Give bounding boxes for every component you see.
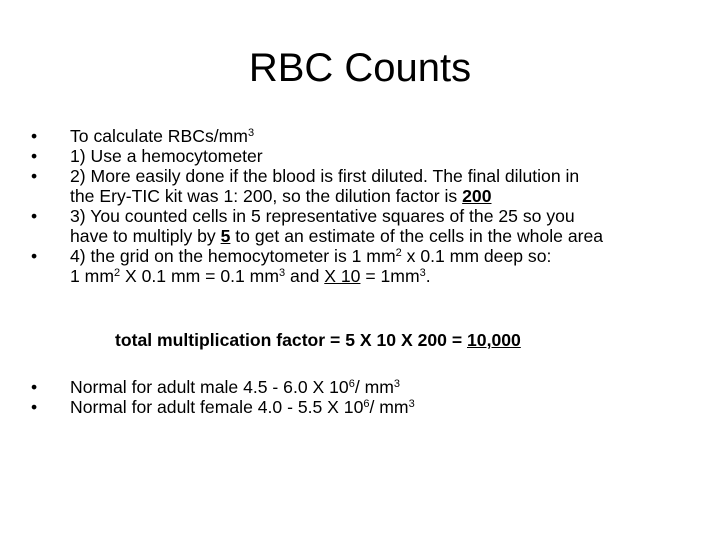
bullet-item bbox=[0, 397, 720, 417]
bullet-text: 3) You counted cells in 5 representative squares of the 25 so you bbox=[70, 206, 575, 226]
normal-range-bullet-list bbox=[0, 377, 720, 417]
superscript: 3 bbox=[408, 398, 415, 410]
bullet-item bbox=[0, 377, 720, 397]
bullet-item bbox=[0, 206, 720, 246]
total-label: total multiplication factor = 5 X 10 X 200 = bbox=[115, 330, 467, 350]
bullet-text: the Ery-TIC kit was 1: 200, so the dilution factor is bbox=[70, 186, 463, 206]
superscript: 3 bbox=[247, 127, 255, 139]
bullet-text: 1 mm bbox=[70, 266, 114, 286]
bullet-text: x 0.1 mm deep so: bbox=[401, 246, 552, 266]
bullet-text: 2) More easily done if the blood is first diluted. The final dilution in bbox=[70, 166, 580, 186]
normal-range-text: / mm bbox=[369, 397, 409, 417]
dilution-factor-value: 200 bbox=[462, 186, 492, 206]
superscript: 6 bbox=[363, 398, 370, 410]
superscript: 6 bbox=[348, 378, 355, 390]
bullet-dot: • bbox=[31, 246, 38, 266]
normal-range-text: / mm bbox=[354, 377, 394, 397]
bullet-item bbox=[0, 166, 720, 206]
bullet-text: To calculate RBCs/mm bbox=[70, 126, 248, 146]
superscript: 3 bbox=[419, 267, 426, 279]
bullet-text: to get an estimate of the cells in the whole area bbox=[230, 226, 604, 246]
bullet-text: 4) the grid on the hemocytometer is 1 mm bbox=[70, 246, 396, 266]
total-value: 10,000 bbox=[467, 330, 521, 350]
normal-range-text: Normal for adult female 4.0 - 5.5 X 10 bbox=[70, 397, 364, 417]
normal-range-text: Normal for adult male 4.5 - 6.0 X 10 bbox=[70, 377, 349, 397]
bullet-dot: • bbox=[31, 206, 38, 226]
total-multiplication-factor bbox=[115, 330, 521, 350]
bullet-text: have to multiply by bbox=[70, 226, 221, 246]
depth-multiplier-value: X 10 bbox=[324, 266, 361, 286]
bullet-dot: • bbox=[31, 126, 38, 146]
bullet-item bbox=[0, 146, 720, 166]
superscript: 3 bbox=[393, 378, 401, 390]
bullet-item bbox=[0, 246, 720, 286]
superscript: 2 bbox=[113, 267, 121, 279]
slide-title: RBC Counts bbox=[248, 46, 472, 90]
bullet-text: 1) Use a hemocytometer bbox=[70, 146, 263, 166]
instruction-bullet-list bbox=[0, 126, 720, 286]
bullet-item bbox=[0, 126, 720, 146]
bullet-dot: • bbox=[31, 166, 38, 186]
bullet-text: and bbox=[285, 266, 325, 286]
square-multiplier-value: 5 bbox=[220, 226, 231, 246]
bullet-text: . bbox=[425, 266, 431, 286]
bullet-text: = 1mm bbox=[360, 266, 420, 286]
bullet-dot: • bbox=[31, 146, 38, 166]
bullet-text: X 0.1 mm = 0.1 mm bbox=[120, 266, 279, 286]
superscript: 2 bbox=[395, 247, 402, 259]
superscript: 3 bbox=[279, 267, 286, 279]
bullet-dot: • bbox=[31, 377, 38, 397]
bullet-dot: • bbox=[31, 397, 38, 417]
